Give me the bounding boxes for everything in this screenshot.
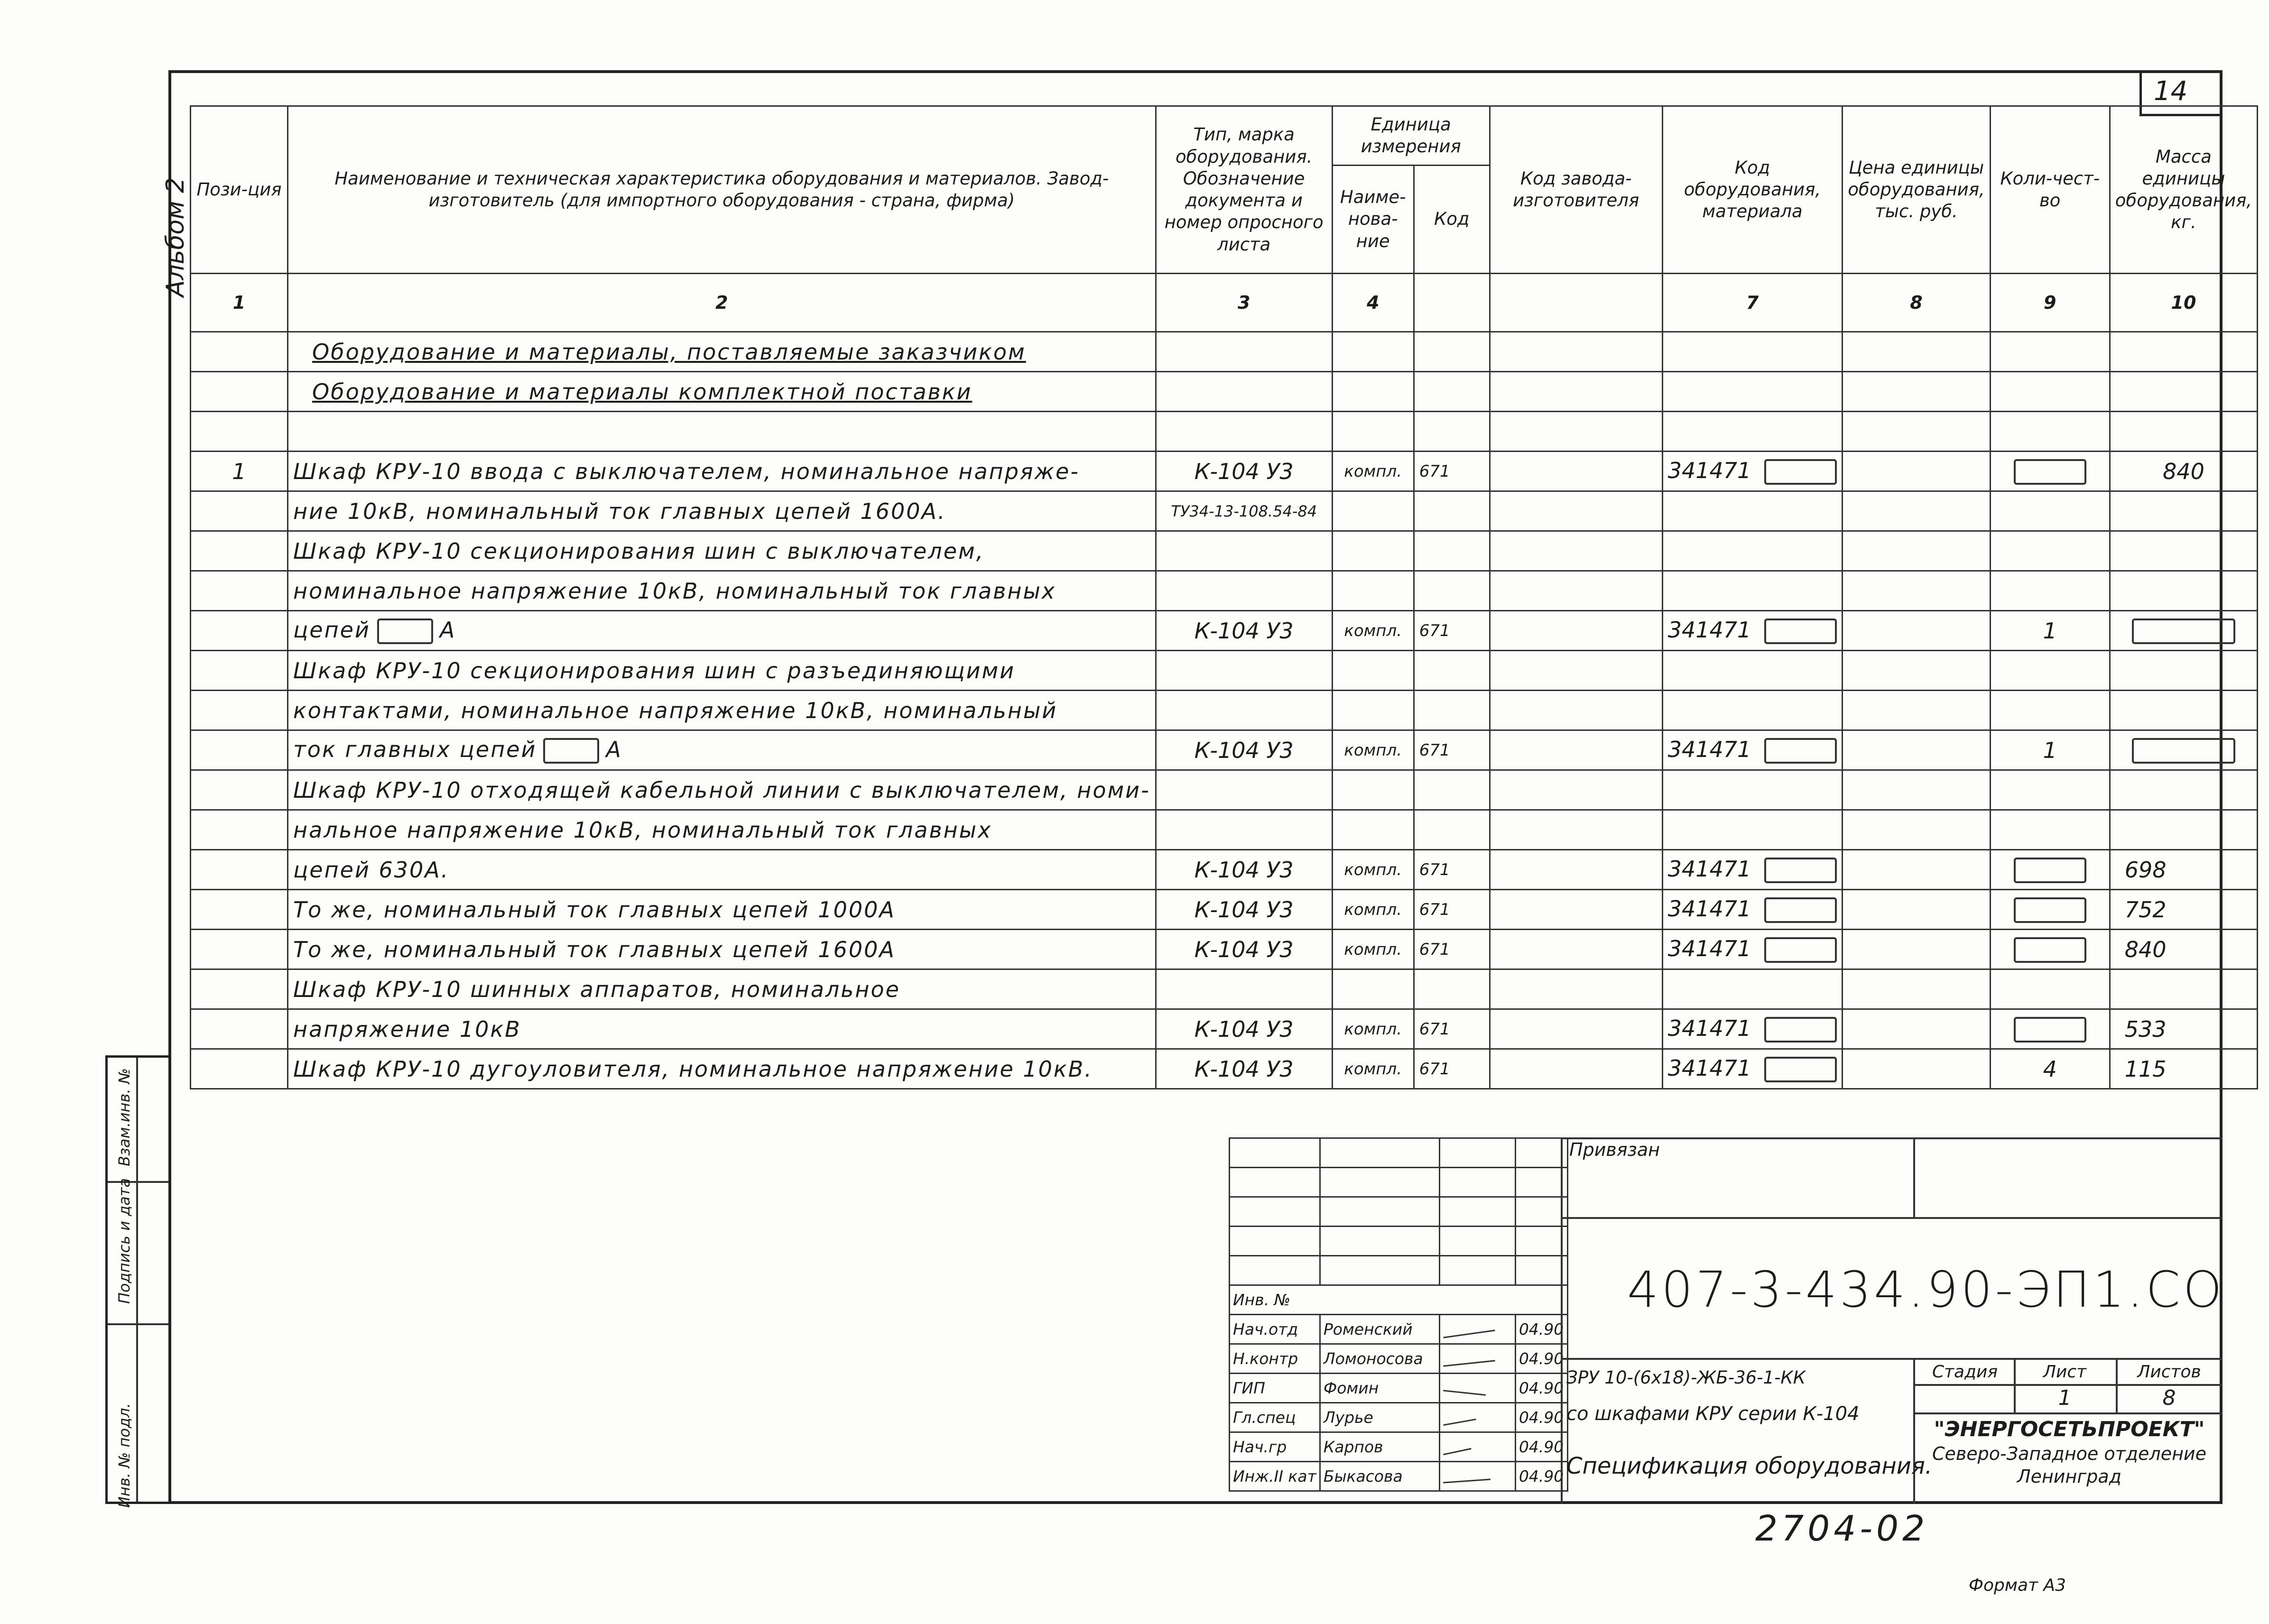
- current-box: [543, 738, 599, 764]
- signature-scribble: [1443, 1419, 1476, 1426]
- code-box: [1764, 937, 1837, 963]
- header-price: Цена единицы оборудования, тыс. руб.: [1843, 106, 1990, 274]
- header-equipment-code: Код оборудования, материала: [1662, 106, 1843, 274]
- qty-box: [2014, 937, 2086, 963]
- side-stamp-inv: Инв. № подл.: [115, 1403, 133, 1508]
- title-block-main: [1561, 1137, 2223, 1504]
- code-box: [1764, 897, 1837, 923]
- table-row: Шкаф КРУ-10 шинных аппаратов, номинальное: [191, 969, 2258, 1009]
- side-stamp-strip: [105, 1055, 168, 1508]
- table-row: То же, номинальный ток главных цепей 1000А К-104 У3 компл. 671 341471 752: [191, 890, 2258, 930]
- organization-city: Ленинград: [2017, 1466, 2121, 1487]
- header-position: Пози-ция: [191, 106, 288, 274]
- object-line-2: со шкафами КРУ серии К-104: [1566, 1403, 1860, 1425]
- organization-branch: Северо-Западное отделение: [1932, 1443, 2206, 1464]
- header-factory-code: Код завода-изготовителя: [1490, 106, 1662, 274]
- sheet-label: Лист: [2043, 1362, 2087, 1382]
- column-number: 9: [1990, 274, 2110, 332]
- qty-box: [2014, 459, 2086, 485]
- header-type: Тип, марка оборудования. Обозначение документа и номер опросного листа: [1156, 106, 1332, 274]
- sheets-value: 8: [2162, 1386, 2176, 1410]
- header-qty: Коли-чест-во: [1990, 106, 2110, 274]
- album-label: Альбом 2: [161, 177, 190, 297]
- table-row: Шкаф КРУ-10 секционирования шин с выключателем,: [191, 531, 2258, 571]
- current-box: [377, 618, 433, 644]
- inventory-label: Инв. №: [1230, 1285, 1568, 1315]
- side-stamp-sign-date: Подпись и дата: [115, 1178, 133, 1304]
- qty-box: [2014, 858, 2086, 883]
- format-label: Формат А3: [1969, 1576, 2066, 1595]
- signature-row: Нач.гр Карпов 04.90: [1230, 1432, 1568, 1462]
- signature-scribble: [1443, 1448, 1471, 1455]
- section-title-customer: Оборудование и материалы, поставляемые заказчиком: [312, 339, 1026, 365]
- table-row: цепей А К-104 У3 компл. 671 341471 1: [191, 611, 2258, 651]
- table-row: ние 10кВ, номинальный ток главных цепей 1600А. ТУ34-13-108.54-84: [191, 491, 2258, 531]
- signature-scribble: [1443, 1360, 1495, 1366]
- qty-box: [2014, 897, 2086, 923]
- code-box: [1764, 459, 1837, 485]
- title-block-signatures: [1229, 1137, 1568, 1492]
- table-row: напряжение 10кВ К-104 У3 компл. 671 341471 533: [191, 1009, 2258, 1049]
- column-number: 8: [1843, 274, 1990, 332]
- table-row: цепей 630А. К-104 У3 компл. 671 341471 698: [191, 850, 2258, 890]
- signature-scribble: [1443, 1390, 1486, 1395]
- table-row: номинальное напряжение 10кВ, номинальный ток главных: [191, 571, 2258, 611]
- table-row: Шкаф КРУ-10 секционирования шин с разъединяющими: [191, 651, 2258, 691]
- table-row: Шкаф КРУ-10 отходящей кабельной линии с выключателем, номи-: [191, 770, 2258, 810]
- column-number: 10: [2110, 274, 2257, 332]
- code-box: [1764, 1057, 1837, 1082]
- header-unit-code: Код: [1414, 166, 1490, 274]
- code-box: [1764, 618, 1837, 644]
- section-title-complete-supply: Оборудование и материалы комплектной поставки: [312, 378, 972, 405]
- code-box: [1764, 1017, 1837, 1043]
- column-number: 1: [191, 274, 288, 332]
- document-title: Спецификация оборудования.: [1566, 1453, 1933, 1479]
- column-number: 2: [288, 274, 1156, 332]
- sheets-label: Листов: [2137, 1362, 2201, 1382]
- sheet-value: 1: [2058, 1386, 2072, 1410]
- code-box: [1764, 858, 1837, 883]
- organization-name: "ЭНЕРГОСЕТЬПРОЕКТ": [1934, 1417, 2205, 1441]
- header-unit: Единица измерения: [1332, 106, 1490, 166]
- column-numbers-row: [191, 274, 2258, 332]
- column-number: 4: [1332, 274, 1414, 332]
- mass-box: [2132, 738, 2235, 764]
- column-number: 7: [1662, 274, 1843, 332]
- sheet-number: 14: [2154, 76, 2188, 107]
- inventory-stamp: 2704-02: [1755, 1508, 1929, 1549]
- code-box: [1764, 738, 1837, 764]
- signature-row: Нач.отд Роменский 04.90: [1230, 1315, 1568, 1344]
- signature-scribble: [1443, 1479, 1491, 1484]
- stage-label: Стадия: [1932, 1362, 1998, 1382]
- table-row: 1 Шкаф КРУ-10 ввода с выключателем, номинальное напряже- К-104 У3 компл. 671 341471 840: [191, 452, 2258, 491]
- table-row: Шкаф КРУ-10 дугоуловителя, номинальное напряжение 10кВ. К-104 У3 компл. 671 341471 4 115: [191, 1049, 2258, 1089]
- header-mass: Масса единицы оборудования, кг.: [2110, 106, 2257, 274]
- header-unit-name: Наиме-нова-ние: [1332, 166, 1414, 274]
- specification-table: [190, 105, 2258, 1089]
- table-row: То же, номинальный ток главных цепей 1600А К-104 У3 компл. 671 341471 840: [191, 930, 2258, 969]
- column-number: [1490, 274, 1662, 332]
- column-number: 3: [1156, 274, 1332, 332]
- table-row: ток главных цепей А К-104 У3 компл. 671 341471 1: [191, 730, 2258, 770]
- header-name: Наименование и техническая характеристика оборудования и материалов. Завод-изготовитель (для импортного оборудования - страна, фирма): [288, 106, 1156, 274]
- qty-box: [2014, 1017, 2086, 1043]
- signature-scribble: [1443, 1329, 1495, 1338]
- column-number: [1414, 274, 1490, 332]
- table-row: контактами, номинальное напряжение 10кВ, номинальный: [191, 691, 2258, 730]
- signature-row: Инж.II кат Быкасова 04.90: [1230, 1462, 1568, 1491]
- document-designation: 407-3-434.90-ЭП1.СО: [1627, 1261, 2225, 1319]
- side-stamp-replace: Взам.инв. №: [115, 1068, 133, 1166]
- bound-label: Привязан: [1569, 1139, 1660, 1160]
- object-line-1: ЗРУ 10-(6x18)-ЖБ-36-1-КК: [1566, 1367, 1806, 1388]
- mass-box: [2132, 618, 2235, 644]
- signature-row: Н.контр Ломоносова 04.90: [1230, 1344, 1568, 1374]
- signature-row: ГИП Фомин 04.90: [1230, 1374, 1568, 1403]
- table-row: нальное напряжение 10кВ, номинальный ток главных: [191, 810, 2258, 850]
- signature-row: Гл.спец Лурье 04.90: [1230, 1403, 1568, 1432]
